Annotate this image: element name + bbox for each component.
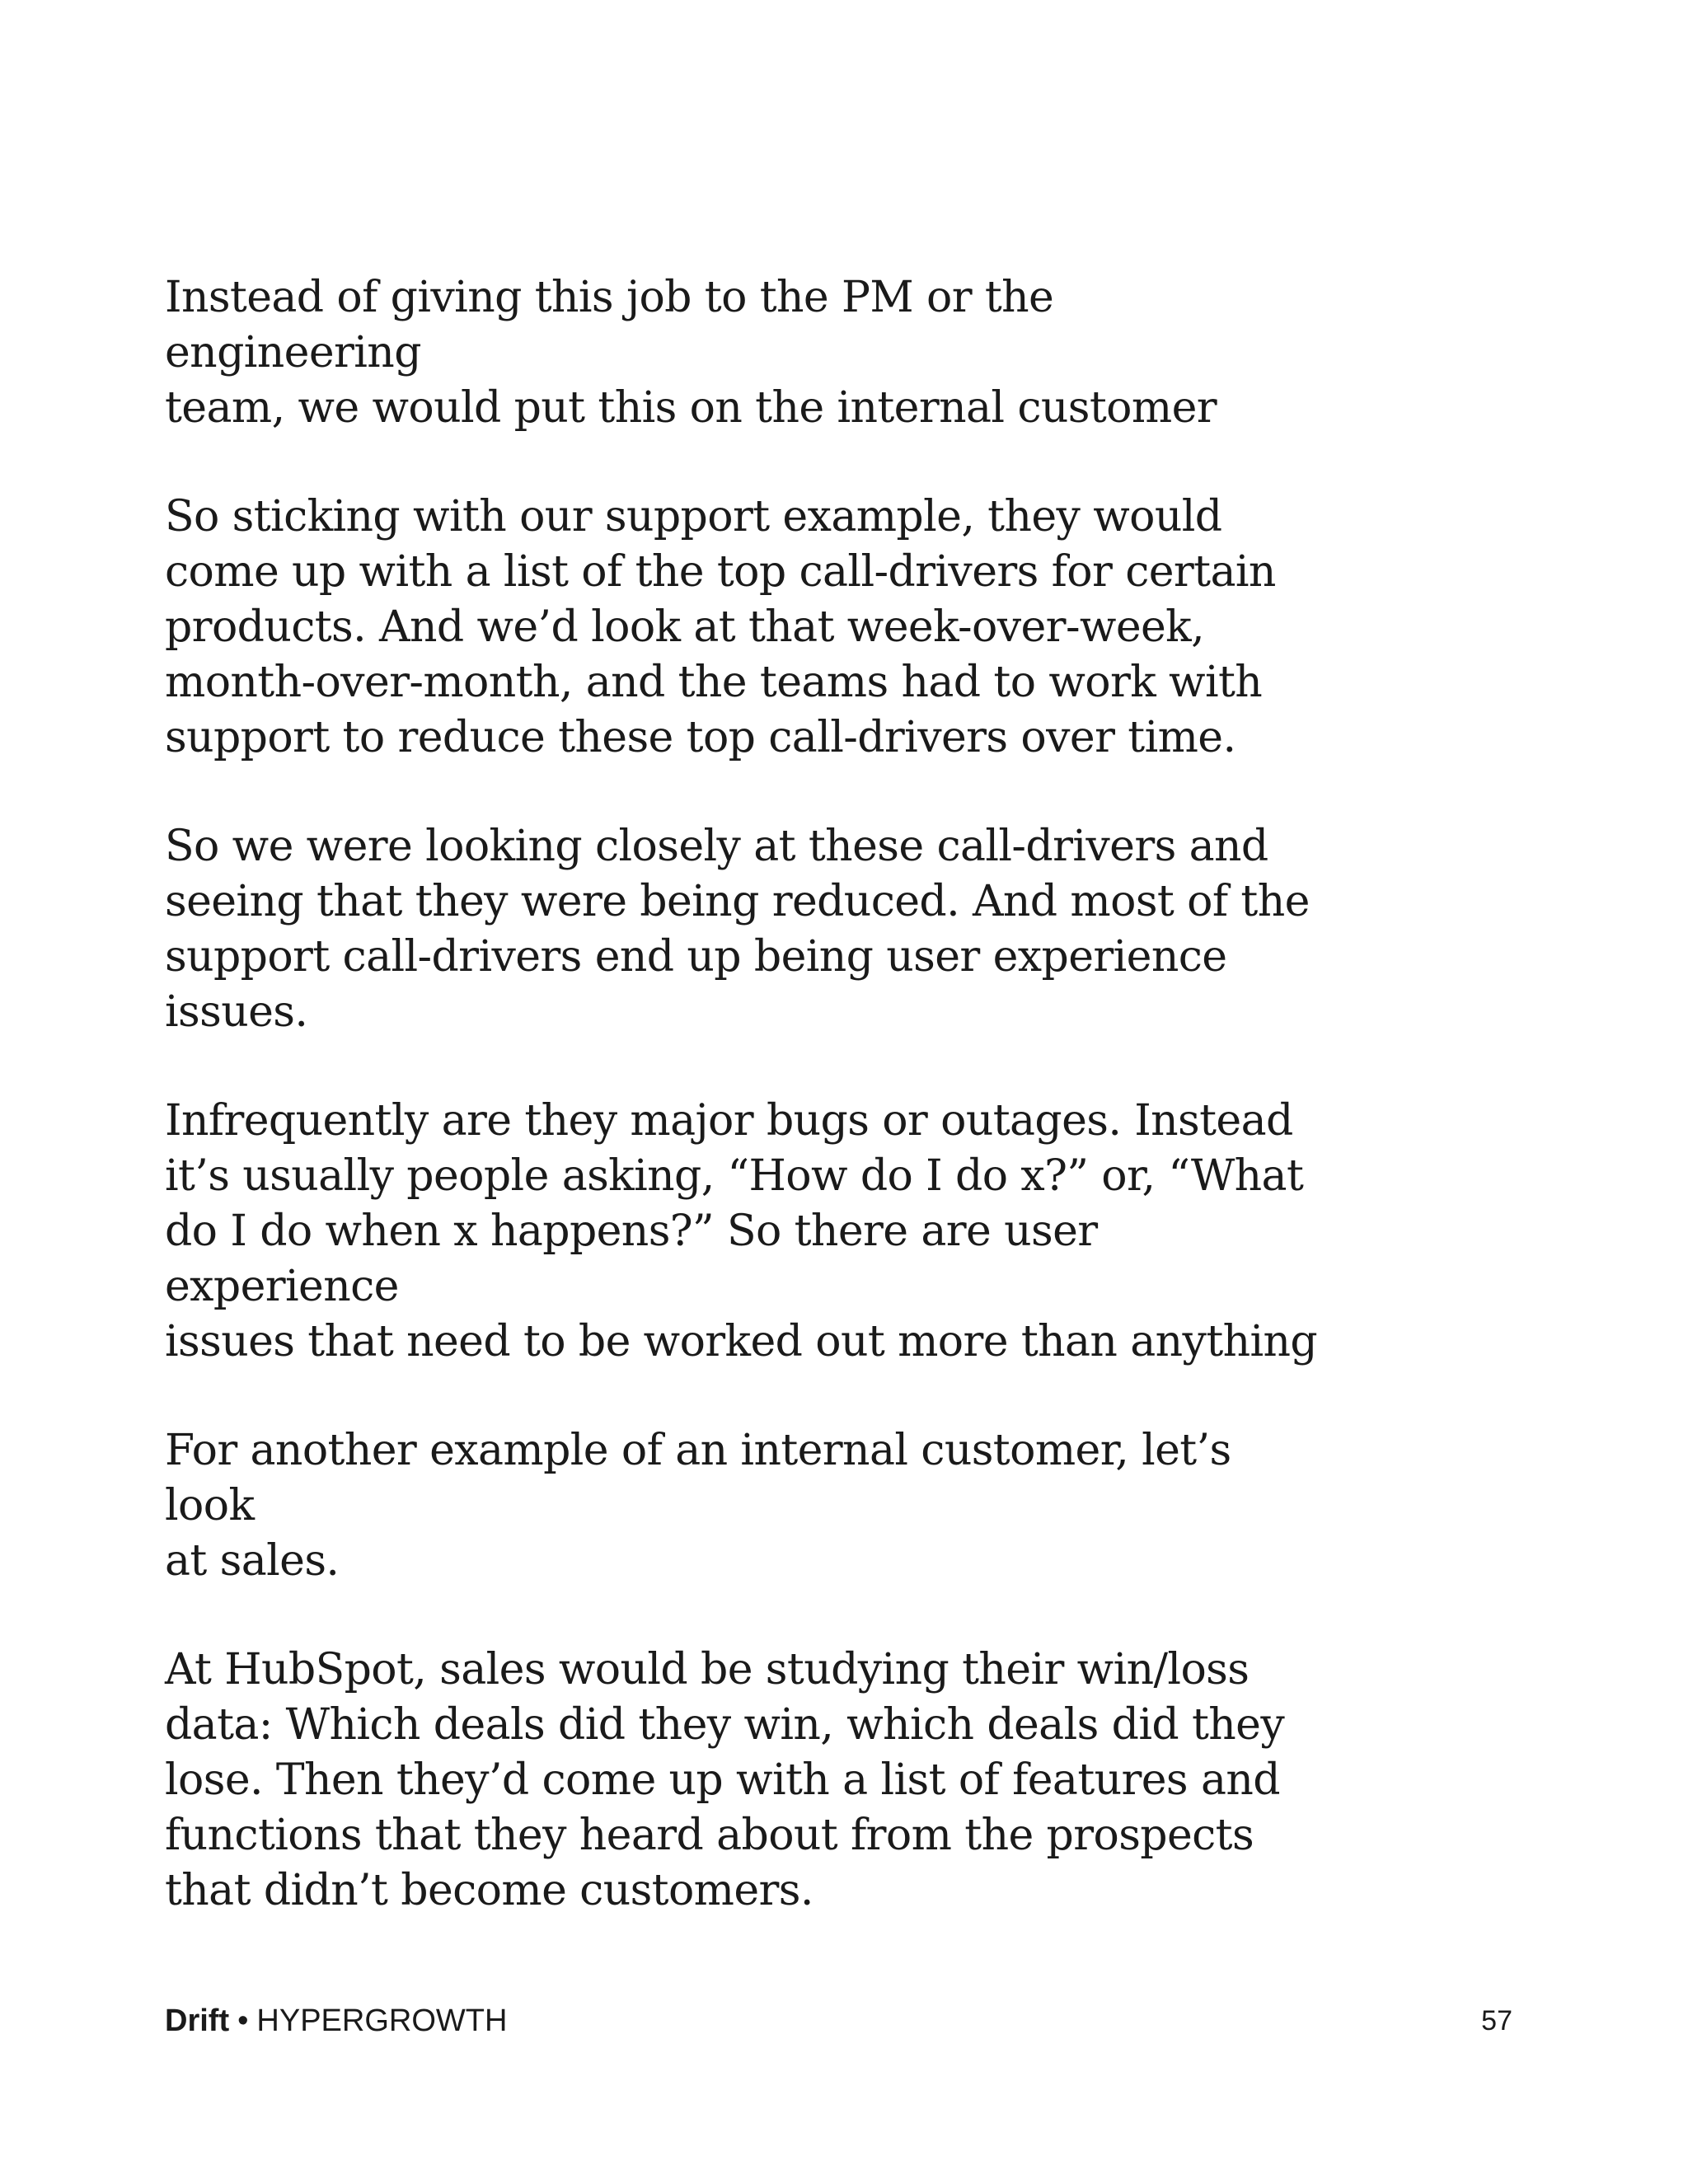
paragraph: So sticking with our support example, they would come up with a list of the top call-drivers for certain products. And we’d look at that week-over-week, month-over-month, and the teams had to work with support to reduce these top call-drivers over time.	[165, 492, 1276, 762]
footer-separator: •	[237, 2004, 249, 2038]
body-text	[165, 270, 1319, 1972]
page-number: 57	[1481, 2005, 1512, 2036]
paragraph: For another example of an internal customer, let’s look at sales.	[165, 1426, 1231, 1586]
paragraph: Instead of giving this job to the PM or the engineering team, we would put this on the internal customer	[165, 273, 1217, 433]
footer-book-title: HYPERGROWTH	[256, 2004, 508, 2038]
paragraph: Infrequently are they major bugs or outages. Instead it’s usually people asking, “How do I do x?” or, “What do I do when x happens?” So there are user experience issues that need to be worked out more than anything	[165, 1096, 1318, 1366]
footer-running-title	[165, 2001, 507, 2041]
paragraph: So we were looking closely at these call-drivers and seeing that they were being reduced. And most of the support call-drivers end up being user experience issues.	[165, 822, 1310, 1037]
paragraph: At HubSpot, sales would be studying their win/loss data: Which deals did they win, which deals did they lose. Then they’d come up with a list of features and functions that they heard about from the prospects that didn’t become customers.	[165, 1645, 1285, 1915]
footer-brand: Drift	[165, 2004, 230, 2038]
